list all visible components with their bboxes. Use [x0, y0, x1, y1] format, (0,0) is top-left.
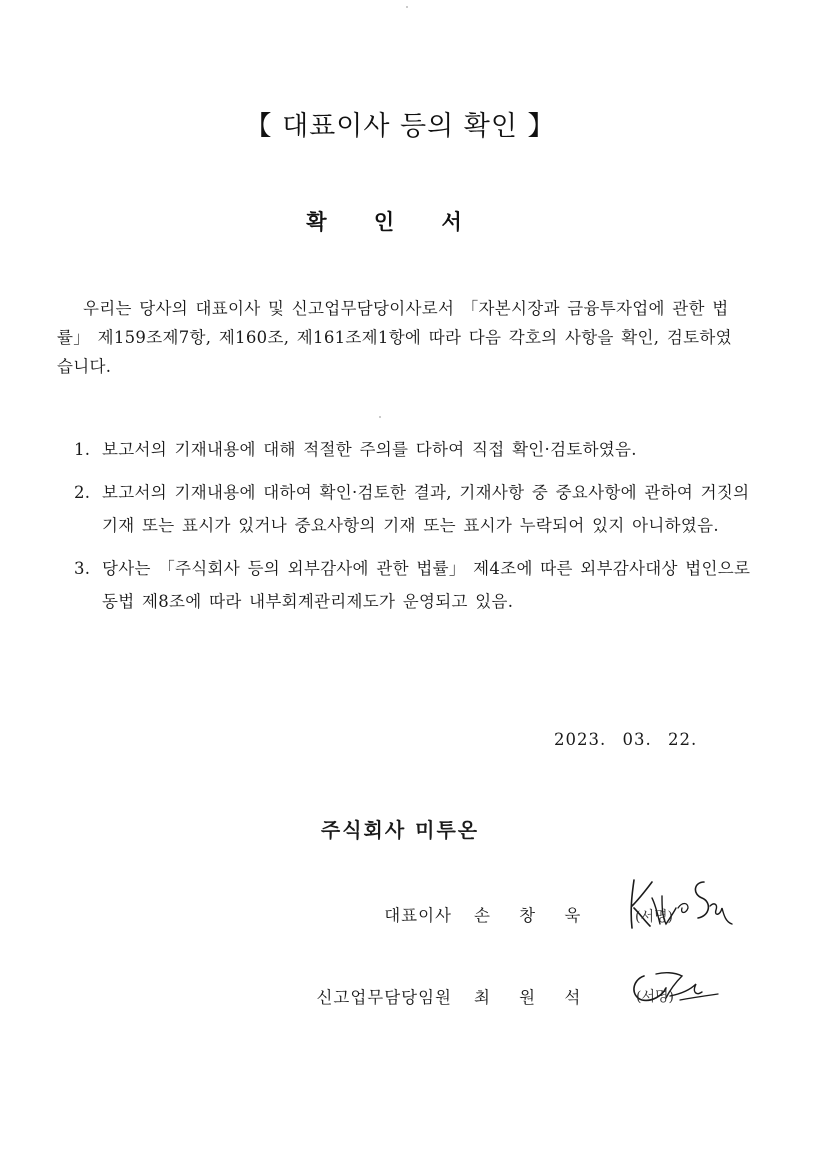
- signature-ceo-icon: [622, 872, 734, 934]
- signatory-role: 대표이사: [384, 906, 452, 925]
- item-text: 당사는 「주식회사 등의 외부감사에 관한 법률」 제4조에 따른 외부감사대상 법인으로 동법 제8조에 따라 내부회계관리제도가 운영되고 있음.: [102, 559, 751, 611]
- signatory-role: 신고업무담당임원: [316, 988, 452, 1007]
- scan-speck: [406, 6, 408, 8]
- company-name: 주식회사 미투온: [320, 818, 480, 842]
- confirmation-items: [74, 433, 754, 628]
- sign-label: (서명): [636, 989, 674, 1005]
- scan-speck: [379, 416, 381, 418]
- document-date: 2023. 03. 22.: [554, 730, 698, 749]
- document-title: 【 대표이사 등의 확인 】: [244, 111, 556, 142]
- item-text: 보고서의 기재내용에 대하여 확인·검토한 결과, 기재사항 중 중요사항에 관하여 거짓의 기재 또는 표시가 있거나 중요사항의 기재 또는 표시가 누락되어 있지 아니하였음.: [102, 483, 750, 535]
- intro-paragraph: 우리는 당사의 대표이사 및 신고업무담당이사로서 「자본시장과 금융투자업에 관한 법률」 제159조제7항, 제160조, 제161조제1항에 따라 다음 각호의 사항을 확인, 검토하였습니다.: [57, 299, 732, 376]
- item-number: 1.: [74, 440, 91, 459]
- sign-label: (서명): [635, 909, 673, 925]
- signatory-name: 손 창 욱: [474, 906, 593, 925]
- signature-officer-icon: [626, 966, 722, 1010]
- confirmation-item: [74, 433, 754, 466]
- confirmation-item: [74, 476, 754, 542]
- signatory-name: 최 원 석: [474, 988, 593, 1007]
- item-number: 3.: [74, 559, 91, 578]
- document-subtitle: 확 인 서: [306, 210, 482, 234]
- item-number: 2.: [74, 483, 91, 502]
- confirmation-item: [74, 552, 754, 618]
- item-text: 보고서의 기재내용에 대해 적절한 주의를 다하여 직접 확인·검토하였음.: [102, 440, 637, 459]
